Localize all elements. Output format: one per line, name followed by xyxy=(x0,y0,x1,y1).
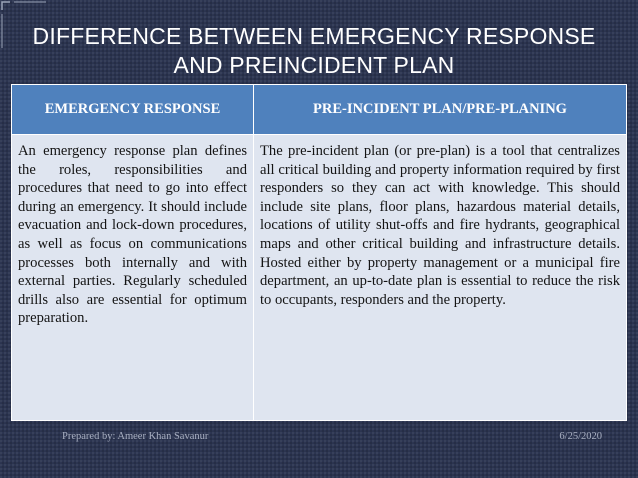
header-emergency-response: EMERGENCY RESPONSE xyxy=(12,85,254,135)
table-header-row xyxy=(12,85,627,135)
footer-date: 6/25/2020 xyxy=(559,431,602,442)
slide-title: DIFFERENCE BETWEEN EMERGENCY RESPONSE AND PREINCIDENT PLAN xyxy=(32,23,596,78)
comparison-table xyxy=(11,84,627,421)
table-row xyxy=(12,135,627,421)
cell-pre-incident-plan-text: The pre-incident plan (or pre-plan) is a tool that centralizes all critical building and property information required by first responders so they can act with knowledge. This should include site plans, floor plans, hazardous material details, locations of utility shut-offs and fire hydrants, geographical maps and other critical building and infrastructure details. Hosted either by property management or a municipal fire department, an up-to-date plan is essential to reduce the risk to occupants, responders and the property. xyxy=(254,135,627,421)
cell-emergency-response-text: An emergency response plan defines the roles, responsibilities and procedures that need to go into effect during an emergency. It should include evacuation and lock-down procedures, as well as focus on communications processes both internally and with external parties. Regularly scheduled drills also are essential for optimum preparation. xyxy=(12,135,254,421)
footer-author: Prepared by: Ameer Khan Savanur xyxy=(62,431,209,442)
header-pre-incident-plan: PRE-INCIDENT PLAN/PRE-PLANING xyxy=(254,85,627,135)
